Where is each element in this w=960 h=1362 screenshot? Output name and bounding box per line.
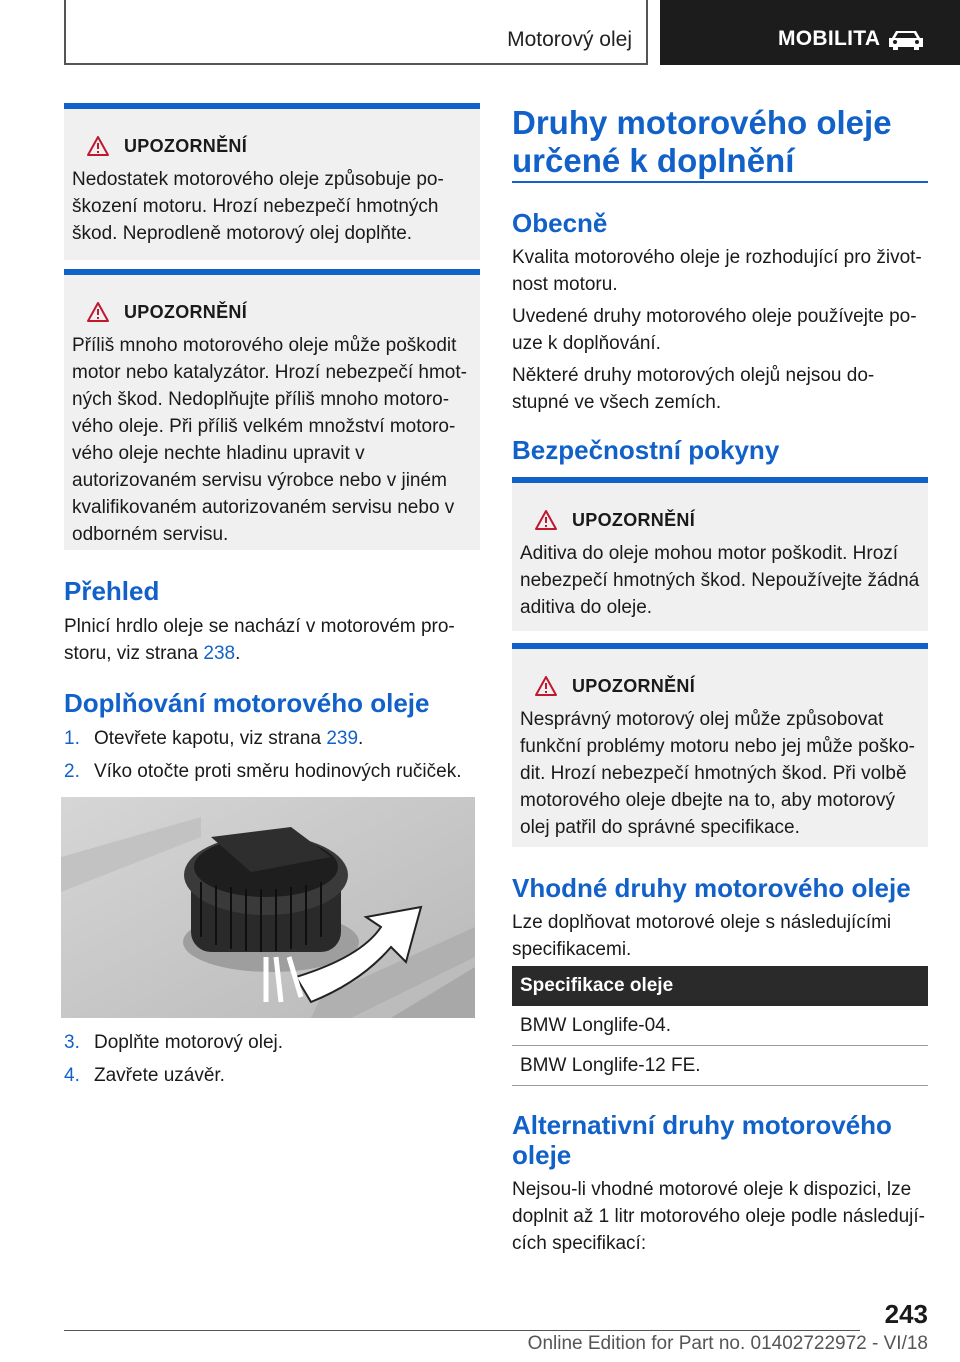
section-tab-label: MOBILITA — [778, 27, 881, 50]
warning-box-too-much-oil — [64, 269, 480, 550]
section-tab[interactable] — [660, 0, 960, 65]
page-link-239[interactable]: 239 — [326, 728, 359, 749]
heading-suitable: Vhodné druhy motorového oleje — [512, 873, 911, 903]
warning-text: Nedostatek motorového oleje způsobuje po- škození motoru. Hrozí nebezpečí hmotných škod. Neprodleně motorový olej doplňte. — [72, 169, 444, 244]
step-item: 3. Doplňte motorový olej. — [64, 1032, 284, 1053]
warning-title: UPOZORNĚNÍ — [124, 135, 248, 156]
heading-refill: Doplňování motorového oleje — [64, 688, 430, 718]
page-title: Druhy motorového oleje určené k doplnění — [512, 104, 892, 179]
step-item: 4. Zavřete uzávěr. — [64, 1065, 225, 1086]
heading-overview: Přehled — [64, 576, 160, 606]
warning-text: Aditiva do oleje mohou motor poškodit. Hrozí nebezpečí hmotných škod. Nepoužívejte žádná aditiva do oleje. — [520, 543, 920, 618]
page-number: 243 — [884, 1299, 928, 1329]
warning-box-wrong-oil — [512, 643, 928, 847]
heading-safety: Bezpečnostní pokyny — [512, 435, 780, 465]
general-text: Kvalita motorového oleje je rozhodující pro život- nost motoru. Uvedené druhy motorového oleje používejte po- uze k doplňování. Některé druhy motorových olejů nejsou do- stupné ve všech zemích. — [512, 247, 922, 413]
step-item: 2. Víko otočte proti směru hodinových ručiček. — [64, 761, 462, 782]
warning-triangle-icon — [534, 675, 558, 697]
car-icon — [886, 28, 926, 52]
warning-box-additives — [512, 477, 928, 631]
footer-edition: Online Edition for Part no. 01402722972 - VI/18 — [527, 1333, 928, 1354]
heading-general: Obecně — [512, 208, 608, 238]
oil-cap-illustration — [61, 797, 475, 1018]
title-divider — [512, 181, 928, 183]
warning-box-low-oil — [64, 103, 480, 260]
warning-triangle-icon — [86, 135, 110, 157]
alternative-text: Nejsou-li vhodné motorové oleje k dispozici, lze doplnit až 1 litr motorového oleje podle následují- cích specifikací: — [512, 1179, 925, 1254]
warning-text: Příliš mnoho motorového oleje může poškodit motor nebo katalyzátor. Hrozí nebezpečí hmot- ných škod. Nedoplňujte příliš mnoho motoro- vého oleje. Při příliš velkém množství motoro- vého oleje nechte hladinu upravit v autorizovaném servisu výrobce nebo v jiném kvalifikovaném autorizovaném servisu nebo v odborném servisu. — [72, 335, 467, 545]
warning-title: UPOZORNĚNÍ — [124, 301, 248, 322]
warning-title: UPOZORNĚNÍ — [572, 509, 696, 530]
heading-alternative: Alternativní druhy motorového oleje — [512, 1110, 892, 1170]
warning-text: Nesprávný motorový olej může způsobovat funkční problémy motoru nebo jej může poško- dit. Hrozí nebezpečí hmotných škod. Při volbě motorového oleje dbejte na to, aby motorový olej patřil do správné specifikace. — [520, 709, 915, 838]
step-item: 1. Otevřete kapotu, viz strana 239. — [64, 728, 364, 749]
footer-divider — [64, 1330, 860, 1331]
warning-triangle-icon — [86, 301, 110, 323]
spec-table-row: BMW Longlife-12 FE. — [512, 1046, 928, 1086]
suitable-text: Lze doplňovat motorové oleje s následujícími specifikacemi. — [512, 912, 892, 960]
header-frame — [64, 0, 648, 65]
warning-title: UPOZORNĚNÍ — [572, 675, 696, 696]
page-link-238[interactable]: 238 — [203, 643, 236, 664]
overview-text: Plnicí hrdlo oleje se nachází v motorovém pro- storu, viz strana 238. — [64, 616, 455, 664]
chapter-title: Motorový olej — [507, 28, 632, 51]
warning-triangle-icon — [534, 509, 558, 531]
spec-table-row: BMW Longlife-04. — [512, 1006, 928, 1046]
spec-table-header: Specifikace oleje — [512, 966, 928, 1006]
